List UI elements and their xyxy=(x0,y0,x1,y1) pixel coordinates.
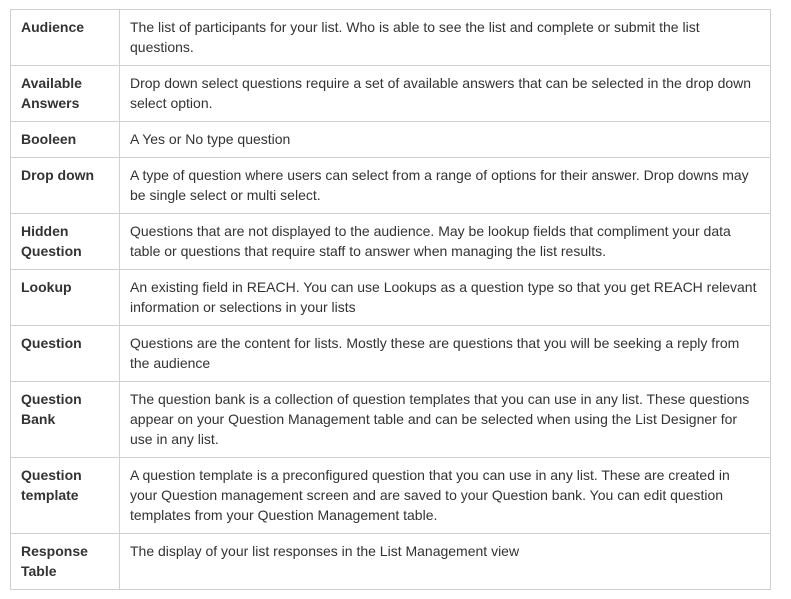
glossary-definition: A Yes or No type question xyxy=(120,122,771,158)
glossary-definition: The list of participants for your list. Who is able to see the list and complete or submit the list questions. xyxy=(120,10,771,66)
glossary-term: Question xyxy=(11,326,120,382)
glossary-term: Question template xyxy=(11,458,120,534)
glossary-term: Question Bank xyxy=(11,382,120,458)
table-row xyxy=(11,458,771,534)
glossary-definition: The question bank is a collection of question templates that you can use in any list. These questions appear on your Question Management table and can be selected when using the List Designer for use in any list. xyxy=(120,382,771,458)
table-row xyxy=(11,158,771,214)
glossary-definition: An existing field in REACH. You can use Lookups as a question type so that you get REACH relevant information or selections in your lists xyxy=(120,270,771,326)
table-row xyxy=(11,10,771,66)
glossary-term: Hidden Question xyxy=(11,214,120,270)
table-row xyxy=(11,66,771,122)
glossary-definition: A type of question where users can select from a range of options for their answer. Drop downs may be single select or multi select. xyxy=(120,158,771,214)
glossary-term: Lookup xyxy=(11,270,120,326)
table-row xyxy=(11,326,771,382)
glossary-term: Drop down xyxy=(11,158,120,214)
glossary-term: Booleen xyxy=(11,122,120,158)
glossary-term: Available Answers xyxy=(11,66,120,122)
glossary-definition: The display of your list responses in the List Management view xyxy=(120,534,771,590)
glossary-definition: Questions that are not displayed to the audience. May be lookup fields that compliment your data table or questions that require staff to answer when managing the list results. xyxy=(120,214,771,270)
table-row xyxy=(11,270,771,326)
glossary-definition: Questions are the content for lists. Mostly these are questions that you will be seeking a reply from the audience xyxy=(120,326,771,382)
table-row xyxy=(11,214,771,270)
glossary-term: Audience xyxy=(11,10,120,66)
glossary-definition: A question template is a preconfigured question that you can use in any list. These are created in your Question management screen and are saved to your Question bank. You can edit question templates from your Question Management table. xyxy=(120,458,771,534)
table-row xyxy=(11,382,771,458)
table-row xyxy=(11,122,771,158)
glossary-term: Response Table xyxy=(11,534,120,590)
glossary-table xyxy=(10,9,771,590)
glossary-definition: Drop down select questions require a set of available answers that can be selected in the drop down select option. xyxy=(120,66,771,122)
table-row xyxy=(11,534,771,590)
